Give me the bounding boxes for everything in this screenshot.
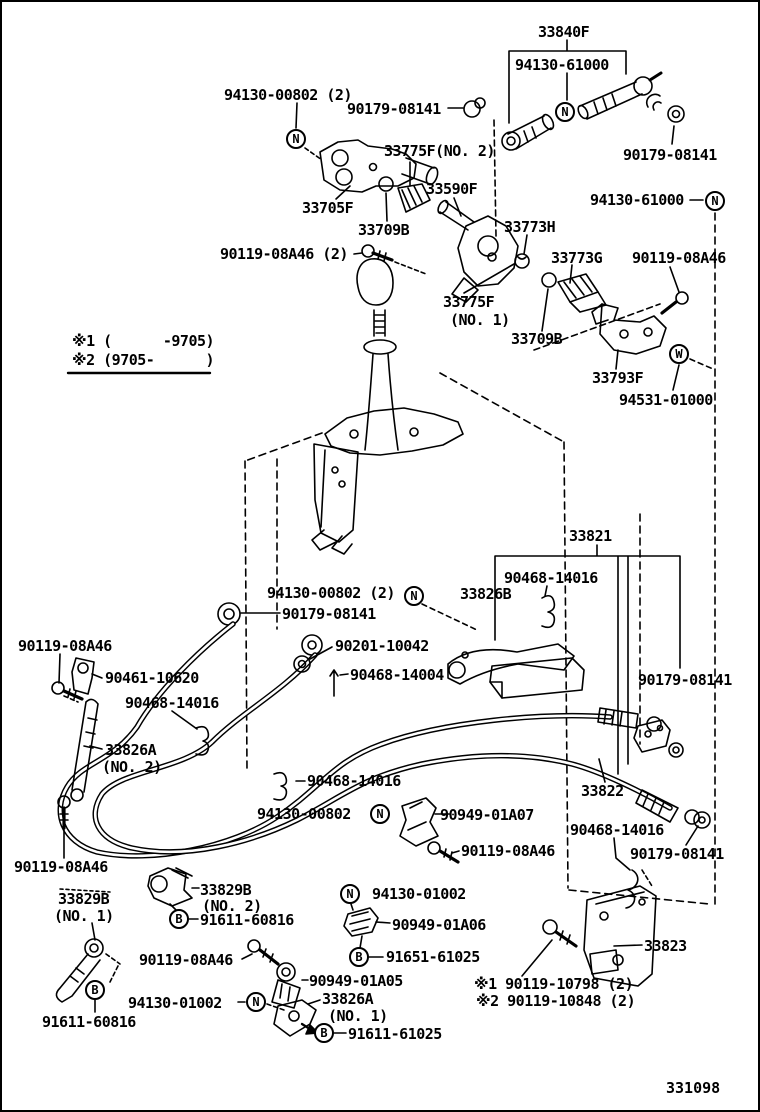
label-part-number: 33821	[569, 527, 612, 545]
label-part-number: 94130-00802 (2)	[267, 584, 395, 602]
label-part-number: (NO. 2)	[202, 897, 262, 915]
label-part-number: 33826A	[105, 741, 157, 759]
label-part-number: (NO. 2)	[102, 758, 162, 776]
label-part-number: 33822	[581, 782, 624, 800]
label-part-number: 90468-14016	[504, 569, 598, 587]
clip-90468-upper	[542, 586, 554, 627]
label-part-number: 33775F(NO. 2)	[384, 142, 495, 160]
fastener-marker-n: N	[705, 191, 725, 211]
part-33826b	[422, 604, 584, 698]
fastener-marker-b: B	[169, 909, 189, 929]
shift-link-rods	[502, 73, 684, 150]
fastener-marker-n: N	[340, 884, 360, 904]
label-part-number: 90468-14016	[570, 821, 664, 839]
label-part-number: 90468-14004	[350, 666, 444, 684]
fastener-marker-b: B	[349, 947, 369, 967]
fastener-marker-n: N	[404, 586, 424, 606]
label-part-number: 90179-08141	[638, 671, 732, 689]
label-part-number: 90119-08A46 (2)	[220, 245, 348, 263]
label-part-number: 94130-00802 (2)	[224, 86, 352, 104]
label-part-number: 91611-60816	[200, 911, 294, 929]
label-part-number: 33829B	[58, 890, 110, 908]
label-part-number: 90119-08A46	[14, 858, 108, 876]
fastener-marker-n: N	[555, 102, 575, 122]
part-33590f	[436, 198, 518, 302]
label-part-number: 90461-10620	[105, 669, 199, 687]
shift-lever-assembly	[312, 259, 463, 554]
label-part-number: 33590F	[426, 180, 478, 198]
label-part-number: 33826A	[322, 990, 374, 1008]
label-part-number: 90179-08141	[282, 605, 376, 623]
label-part-number: 90949-01A06	[392, 916, 486, 934]
label-part-number: 90949-01A05	[309, 972, 403, 990]
label-part-number: 91611-61025	[348, 1025, 442, 1043]
label-part-number: 94531-01000	[619, 391, 713, 409]
label-part-number: 33826B	[460, 585, 512, 603]
label-part-number: 33829B	[200, 881, 252, 899]
label-part-number: 94130-01002	[128, 994, 222, 1012]
fastener-marker-n: N	[246, 992, 266, 1012]
label-note: ※2 (9705- )	[72, 351, 215, 369]
label-part-number: 94130-61000	[515, 56, 609, 74]
label-part-number: (NO. 1)	[450, 311, 510, 329]
label-drawing-number: 331098	[666, 1079, 721, 1097]
fastener-marker-w: W	[669, 344, 689, 364]
label-part-number: 33793F	[592, 369, 644, 387]
label-part-number: 90949-01A07	[440, 806, 534, 824]
label-footnote: ※1 90119-10798 (2)	[474, 975, 634, 993]
label-part-number: 33823	[644, 937, 687, 955]
label-part-number: 33709B	[358, 221, 410, 239]
label-part-number: (NO. 1)	[54, 907, 114, 925]
label-part-number: 33709B	[511, 330, 563, 348]
label-part-number: (NO. 1)	[328, 1007, 388, 1025]
label-part-number: 33773H	[504, 218, 556, 236]
label-part-number: 33705F	[302, 199, 354, 217]
label-part-number: 94130-01002	[372, 885, 466, 903]
fastener-marker-n: N	[370, 804, 390, 824]
label-part-number: 90119-08A46	[139, 951, 233, 969]
label-part-number: 90119-08A46	[632, 249, 726, 267]
label-part-number: 94130-61000	[590, 191, 684, 209]
bushing-33775f-no2	[379, 162, 430, 221]
label-part-number: 90179-08141	[347, 100, 441, 118]
label-part-number: 90468-14016	[125, 694, 219, 712]
label-part-number: 33775F	[443, 293, 495, 311]
part-33826a-no2	[71, 699, 102, 801]
label-part-number: 33840F	[538, 23, 590, 41]
label-part-number: 90119-08A46	[18, 637, 112, 655]
fastener-marker-b: B	[314, 1023, 334, 1043]
label-part-number: 90119-08A46	[461, 842, 555, 860]
label-part-number: 90468-14016	[307, 772, 401, 790]
label-footnote: ※2 90119-10848 (2)	[476, 992, 636, 1010]
label-part-number: 91651-61025	[386, 948, 480, 966]
label-part-number: 94130-00802	[257, 805, 351, 823]
label-part-number: 90179-08141	[623, 146, 717, 164]
fastener-marker-n: N	[286, 129, 306, 149]
label-part-number: 91611-60816	[42, 1013, 136, 1031]
fastener-marker-b: B	[85, 980, 105, 1000]
label-part-number: 90179-08141	[630, 845, 724, 863]
part-33823	[522, 870, 656, 986]
nut-90179-top	[448, 98, 496, 236]
label-part-number: 90201-10042	[335, 637, 429, 655]
label-part-number: 33773G	[551, 249, 603, 267]
label-note: ※1 ( -9705)	[72, 332, 215, 350]
